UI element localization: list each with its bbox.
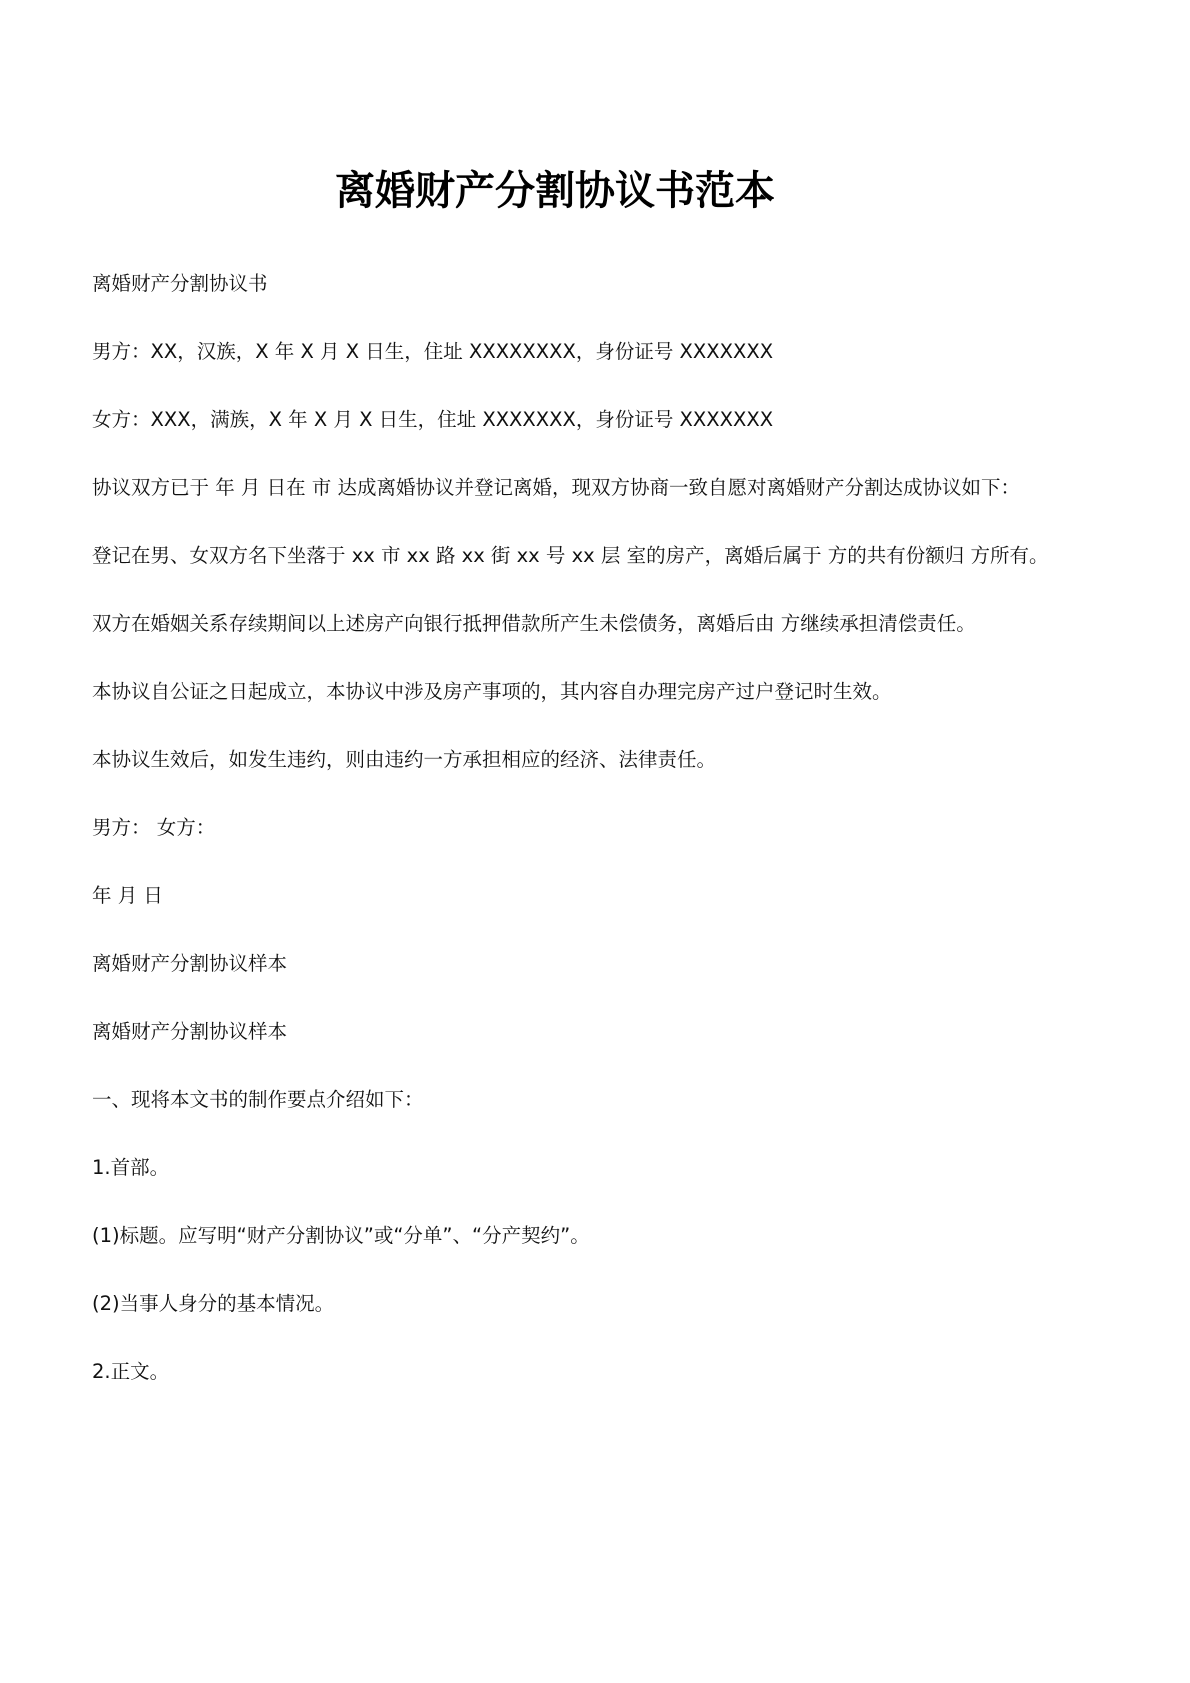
paragraph-heading-agreement: 离婚财产分割协议书 [92,272,268,295]
paragraph-agreement-intro: 协议双方已于 年 月 日在 市 达成离婚协议并登记离婚，现双方协商一致自愿对离婚财产分割达成协议如下： [92,476,1020,499]
paragraph-section-one: 一、现将本文书的制作要点介绍如下： [92,1088,424,1111]
document-body [92,270,1112,1426]
paragraph-sample-heading-repeat: 离婚财产分割协议样本 [92,1020,288,1043]
paragraph-female-party: 女方：XXX，满族，X 年 X 月 X 日生，住址 XXXXXXX，身份证号 XXXXXXX [92,408,774,431]
paragraph-debt-clause: 双方在婚姻关系存续期间以上述房产向银行抵押借款所产生未偿债务，离婚后由 方继续承担清偿责任。 [92,612,976,635]
paragraph-item-header: 1.首部。 [92,1156,170,1179]
paragraph-property-clause: 登记在男、女双方名下坐落于 xx 市 xx 路 xx 街 xx 号 xx 层 室的房产，离婚后属于 方的共有份额归 方所有。 [92,544,1049,567]
paragraph-item-parties: (2)当事人身分的基本情况。 [92,1292,335,1315]
paragraph-signatures: 男方： 女方： [92,816,216,839]
paragraph-date: 年 月 日 [92,884,163,907]
paragraph-item-body: 2.正文。 [92,1360,170,1383]
paragraph-effective-clause: 本协议自公证之日起成立，本协议中涉及房产事项的，其内容自办理完房产过户登记时生效。 [92,680,892,703]
paragraph-male-party: 男方：XX，汉族，X 年 X 月 X 日生，住址 XXXXXXXX，身份证号 XXXXXXX [92,340,774,363]
paragraph-sample-heading: 离婚财产分割协议样本 [92,952,288,975]
paragraph-item-title: (1)标题。应写明“财产分割协议”或“分单”、“分产契约”。 [92,1224,590,1247]
document-title: 离婚财产分割协议书范本 [335,168,775,214]
paragraph-breach-clause: 本协议生效后，如发生违约，则由违约一方承担相应的经济、法律责任。 [92,748,717,771]
